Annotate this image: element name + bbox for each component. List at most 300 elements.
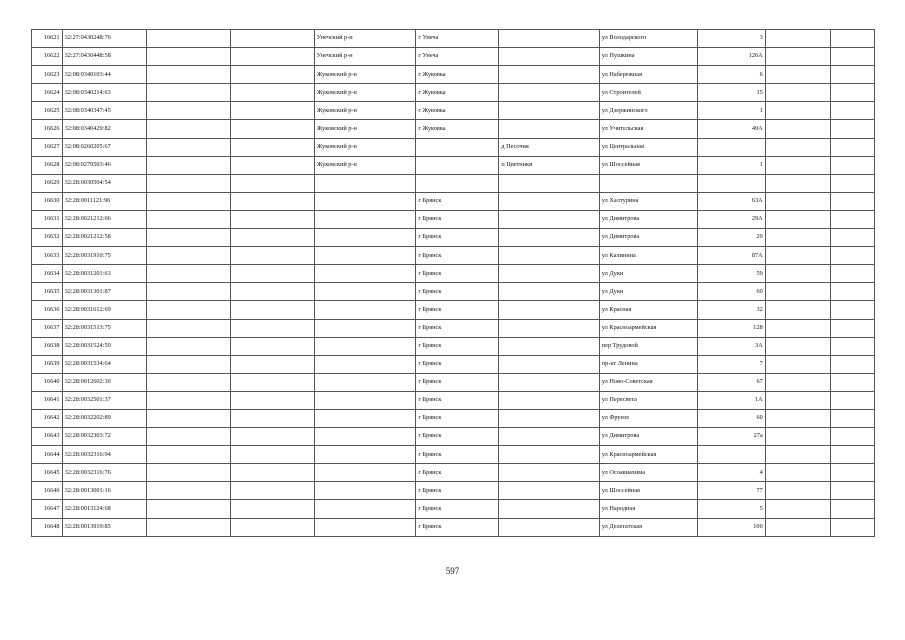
cell-house: 100 xyxy=(698,518,766,536)
cell-empty xyxy=(146,174,230,192)
cell-house: 1 xyxy=(698,156,766,174)
cell-street: ул Пересвета xyxy=(599,391,697,409)
cell-empty xyxy=(765,464,831,482)
cell-cadastral-number: 32:27:0430248:76 xyxy=(62,30,146,48)
cell-street: ул Калинина xyxy=(599,247,697,265)
cell-empty xyxy=(230,120,314,138)
cell-empty xyxy=(765,265,831,283)
cell-cadastral-number: 32:28:0021212:66 xyxy=(62,210,146,228)
cell-house: 60 xyxy=(698,409,766,427)
cell-empty xyxy=(765,446,831,464)
cell-district: Жуковский р-н xyxy=(314,156,416,174)
cell-empty xyxy=(765,319,831,337)
cell-empty xyxy=(230,48,314,66)
cell-empty xyxy=(230,192,314,210)
table-row xyxy=(32,102,875,120)
table-row xyxy=(32,192,875,210)
cell-empty xyxy=(831,102,875,120)
table-row xyxy=(32,355,875,373)
cell-empty xyxy=(146,500,230,518)
cell-settlement xyxy=(499,337,599,355)
table-row xyxy=(32,373,875,391)
cell-cadastral-number: 32:08:0340429:82 xyxy=(62,120,146,138)
cell-street: ул Димитрова xyxy=(599,210,697,228)
cell-empty xyxy=(230,391,314,409)
cell-district xyxy=(314,337,416,355)
cell-empty xyxy=(831,265,875,283)
cell-empty xyxy=(146,482,230,500)
cell-district xyxy=(314,192,416,210)
cell-number: 16645 xyxy=(32,464,63,482)
cell-empty xyxy=(765,518,831,536)
cell-number: 16639 xyxy=(32,355,63,373)
cell-number: 16621 xyxy=(32,30,63,48)
cell-empty xyxy=(146,84,230,102)
cell-street: ул Набережная xyxy=(599,66,697,84)
cell-empty xyxy=(230,229,314,247)
table-row xyxy=(32,446,875,464)
cell-city: г Жуковка xyxy=(416,102,499,120)
cell-district: Жуковский р-н xyxy=(314,102,416,120)
cell-city: г Унеча xyxy=(416,30,499,48)
cell-city: г Брянск xyxy=(416,192,499,210)
cell-district xyxy=(314,247,416,265)
cell-empty xyxy=(765,247,831,265)
cell-empty xyxy=(146,102,230,120)
cell-empty xyxy=(765,355,831,373)
cell-street: ул Ново-Советская xyxy=(599,373,697,391)
cell-empty xyxy=(146,337,230,355)
cell-empty xyxy=(230,156,314,174)
cell-cadastral-number: 32:08:0340214:63 xyxy=(62,84,146,102)
table-row xyxy=(32,301,875,319)
table-row xyxy=(32,428,875,446)
cell-empty xyxy=(831,482,875,500)
cell-street: ул Осоавиахима xyxy=(599,464,697,482)
table-row xyxy=(32,174,875,192)
cell-cadastral-number: 32:08:0340347:45 xyxy=(62,102,146,120)
cell-settlement xyxy=(499,373,599,391)
cell-empty xyxy=(146,319,230,337)
cell-city: г Брянск xyxy=(416,319,499,337)
cell-empty xyxy=(230,138,314,156)
cell-city: г Брянск xyxy=(416,229,499,247)
cell-cadastral-number: 32:27:0430448:58 xyxy=(62,48,146,66)
cell-number: 16634 xyxy=(32,265,63,283)
cell-house: 4 xyxy=(698,464,766,482)
registry-table xyxy=(31,29,875,537)
cell-district xyxy=(314,446,416,464)
cell-empty xyxy=(230,500,314,518)
cell-house: 87А xyxy=(698,247,766,265)
cell-empty xyxy=(765,102,831,120)
cell-house xyxy=(698,174,766,192)
cell-empty xyxy=(230,446,314,464)
cell-empty xyxy=(831,301,875,319)
cell-cadastral-number: 32:28:0032303:72 xyxy=(62,428,146,446)
cell-street: ул Димитрова xyxy=(599,428,697,446)
cell-empty xyxy=(146,428,230,446)
cell-empty xyxy=(831,210,875,228)
cell-house: 67 xyxy=(698,373,766,391)
cell-empty xyxy=(146,30,230,48)
cell-empty xyxy=(230,66,314,84)
cell-number: 16631 xyxy=(32,210,63,228)
cell-empty xyxy=(230,482,314,500)
cell-house: 1 xyxy=(698,102,766,120)
cell-street: пр-кт Ленина xyxy=(599,355,697,373)
cell-empty xyxy=(765,428,831,446)
cell-empty xyxy=(230,174,314,192)
cell-cadastral-number: 32:28:0011121:96 xyxy=(62,192,146,210)
cell-empty xyxy=(831,192,875,210)
cell-settlement xyxy=(499,102,599,120)
cell-empty xyxy=(831,84,875,102)
cell-empty xyxy=(831,120,875,138)
cell-city: г Брянск xyxy=(416,337,499,355)
table-row xyxy=(32,464,875,482)
page-number: 597 xyxy=(445,566,460,576)
cell-district xyxy=(314,518,416,536)
cell-street: ул Дуки xyxy=(599,265,697,283)
cell-empty xyxy=(146,373,230,391)
cell-empty xyxy=(831,66,875,84)
cell-city: г Брянск xyxy=(416,373,499,391)
cell-settlement: д Песочня xyxy=(499,138,599,156)
cell-number: 16641 xyxy=(32,391,63,409)
cell-empty xyxy=(831,229,875,247)
cell-empty xyxy=(831,319,875,337)
cell-number: 16627 xyxy=(32,138,63,156)
cell-city: г Брянск xyxy=(416,409,499,427)
cell-settlement xyxy=(499,464,599,482)
cell-street: ул Дзержинского xyxy=(599,102,697,120)
cell-house xyxy=(698,446,766,464)
cell-empty xyxy=(230,464,314,482)
cell-cadastral-number: 32:08:0260205:67 xyxy=(62,138,146,156)
cell-settlement xyxy=(499,210,599,228)
cell-empty xyxy=(831,156,875,174)
cell-empty xyxy=(831,48,875,66)
cell-empty xyxy=(765,482,831,500)
cell-house: 27а xyxy=(698,428,766,446)
cell-city: г Брянск xyxy=(416,464,499,482)
cell-cadastral-number: 32:28:0012602:30 xyxy=(62,373,146,391)
cell-number: 16646 xyxy=(32,482,63,500)
cell-city: г Брянск xyxy=(416,500,499,518)
cell-street: ул Красноармейская xyxy=(599,446,697,464)
cell-house: 126А xyxy=(698,48,766,66)
cell-settlement xyxy=(499,428,599,446)
cell-empty xyxy=(230,428,314,446)
cell-city xyxy=(416,138,499,156)
cell-empty xyxy=(146,138,230,156)
cell-empty xyxy=(230,518,314,536)
table-row xyxy=(32,138,875,156)
cell-empty xyxy=(765,84,831,102)
cell-city: г Брянск xyxy=(416,391,499,409)
cell-settlement xyxy=(499,247,599,265)
cell-district: Жуковский р-н xyxy=(314,84,416,102)
table-row xyxy=(32,30,875,48)
cell-cadastral-number: 32:08:0270503:46 xyxy=(62,156,146,174)
cell-cadastral-number: 32:28:0031524:50 xyxy=(62,337,146,355)
cell-house: 1А xyxy=(698,391,766,409)
cell-street: пер Трудовой xyxy=(599,337,697,355)
cell-empty xyxy=(765,283,831,301)
cell-house: 3А xyxy=(698,337,766,355)
cell-number: 16632 xyxy=(32,229,63,247)
cell-empty xyxy=(230,337,314,355)
cell-city: г Брянск xyxy=(416,428,499,446)
cell-settlement xyxy=(499,518,599,536)
cell-street: ул Фрунзе xyxy=(599,409,697,427)
cell-house: 59 xyxy=(698,265,766,283)
cell-number: 16633 xyxy=(32,247,63,265)
cell-house: 15 xyxy=(698,84,766,102)
cell-city: г Брянск xyxy=(416,247,499,265)
cell-empty xyxy=(146,464,230,482)
cell-empty xyxy=(831,518,875,536)
cell-empty xyxy=(146,66,230,84)
cell-empty xyxy=(765,30,831,48)
cell-city: г Брянск xyxy=(416,518,499,536)
cell-number: 16647 xyxy=(32,500,63,518)
cell-number: 16637 xyxy=(32,319,63,337)
cell-city: г Брянск xyxy=(416,210,499,228)
cell-settlement xyxy=(499,355,599,373)
cell-cadastral-number: 32:28:0031201:63 xyxy=(62,265,146,283)
cell-cadastral-number: 32:28:0031534:64 xyxy=(62,355,146,373)
cell-settlement xyxy=(499,48,599,66)
cell-district xyxy=(314,428,416,446)
cell-settlement xyxy=(499,66,599,84)
cell-number: 16636 xyxy=(32,301,63,319)
cell-settlement xyxy=(499,120,599,138)
cell-district xyxy=(314,464,416,482)
cell-empty xyxy=(765,210,831,228)
cell-settlement xyxy=(499,229,599,247)
cell-district xyxy=(314,265,416,283)
cell-empty xyxy=(146,283,230,301)
cell-district xyxy=(314,210,416,228)
cell-district: Жуковский р-н xyxy=(314,120,416,138)
cell-empty xyxy=(146,409,230,427)
cell-empty xyxy=(831,337,875,355)
cell-number: 16626 xyxy=(32,120,63,138)
cell-empty xyxy=(146,229,230,247)
cell-settlement xyxy=(499,174,599,192)
cell-city: г Жуковка xyxy=(416,84,499,102)
table-row xyxy=(32,265,875,283)
cell-empty xyxy=(230,84,314,102)
cell-number: 16640 xyxy=(32,373,63,391)
cell-district xyxy=(314,174,416,192)
cell-street: ул Делегатская xyxy=(599,518,697,536)
cell-cadastral-number: 32:28:0032316:94 xyxy=(62,446,146,464)
cell-cadastral-number: 32:28:0030504:54 xyxy=(62,174,146,192)
cell-cadastral-number: 32:28:0032501:37 xyxy=(62,391,146,409)
cell-number: 16629 xyxy=(32,174,63,192)
cell-city: г Брянск xyxy=(416,446,499,464)
cell-city: г Брянск xyxy=(416,355,499,373)
cell-empty xyxy=(765,500,831,518)
cell-empty xyxy=(230,319,314,337)
cell-district xyxy=(314,500,416,518)
cell-empty xyxy=(230,301,314,319)
cell-cadastral-number: 32:28:0013001:16 xyxy=(62,482,146,500)
cell-empty xyxy=(831,283,875,301)
cell-house: 63А xyxy=(698,192,766,210)
table-row xyxy=(32,518,875,536)
cell-settlement xyxy=(499,319,599,337)
cell-street: ул Народная xyxy=(599,500,697,518)
cell-empty xyxy=(831,30,875,48)
cell-city: г Унеча xyxy=(416,48,499,66)
cell-settlement xyxy=(499,446,599,464)
cell-empty xyxy=(831,446,875,464)
cell-cadastral-number: 32:28:0031301:87 xyxy=(62,283,146,301)
cell-settlement xyxy=(499,409,599,427)
cell-district xyxy=(314,319,416,337)
cell-street: ул Красная xyxy=(599,301,697,319)
cell-settlement xyxy=(499,301,599,319)
cell-district xyxy=(314,409,416,427)
cell-empty xyxy=(146,391,230,409)
cell-cadastral-number: 32:28:0013124:68 xyxy=(62,500,146,518)
cell-house: 5 xyxy=(698,500,766,518)
cell-cadastral-number: 32:28:0013919:85 xyxy=(62,518,146,536)
cell-empty xyxy=(831,500,875,518)
cell-empty xyxy=(146,120,230,138)
cell-empty xyxy=(230,102,314,120)
cell-district: Жуковский р-н xyxy=(314,66,416,84)
cell-street: ул Пушкина xyxy=(599,48,697,66)
cell-number: 16628 xyxy=(32,156,63,174)
cell-street: ул Шоссейная xyxy=(599,156,697,174)
cell-number: 16644 xyxy=(32,446,63,464)
cell-empty xyxy=(765,373,831,391)
cell-cadastral-number: 32:28:0021212:58 xyxy=(62,229,146,247)
cell-city: г Брянск xyxy=(416,482,499,500)
table-row xyxy=(32,156,875,174)
cell-settlement xyxy=(499,283,599,301)
cell-district: Жуковский р-н xyxy=(314,138,416,156)
cell-street: ул Центральная xyxy=(599,138,697,156)
cell-empty xyxy=(765,301,831,319)
cell-street: ул Учительская xyxy=(599,120,697,138)
cell-settlement xyxy=(499,391,599,409)
cell-empty xyxy=(831,391,875,409)
cell-settlement xyxy=(499,84,599,102)
table-row xyxy=(32,337,875,355)
cell-empty xyxy=(765,229,831,247)
cell-city: г Жуковка xyxy=(416,120,499,138)
cell-empty xyxy=(765,391,831,409)
cell-settlement xyxy=(499,265,599,283)
cell-house: 60 xyxy=(698,283,766,301)
cell-number: 16630 xyxy=(32,192,63,210)
cell-city: г Жуковка xyxy=(416,66,499,84)
cell-district xyxy=(314,355,416,373)
cell-empty xyxy=(230,283,314,301)
cell-number: 16642 xyxy=(32,409,63,427)
cell-empty xyxy=(831,464,875,482)
cell-district xyxy=(314,301,416,319)
cell-street: ул Шоссейная xyxy=(599,482,697,500)
cell-street xyxy=(599,174,697,192)
cell-empty xyxy=(230,373,314,391)
cell-house: 29 xyxy=(698,229,766,247)
cell-number: 16648 xyxy=(32,518,63,536)
cell-house: 49А xyxy=(698,120,766,138)
cell-number: 16623 xyxy=(32,66,63,84)
cell-empty xyxy=(146,48,230,66)
cell-number: 16625 xyxy=(32,102,63,120)
cell-cadastral-number: 32:28:0031513:75 xyxy=(62,319,146,337)
cell-empty xyxy=(146,210,230,228)
cell-empty xyxy=(765,156,831,174)
cell-empty xyxy=(146,301,230,319)
cell-empty xyxy=(230,247,314,265)
cell-empty xyxy=(146,192,230,210)
cell-city xyxy=(416,174,499,192)
cell-street: ул Красноармейская xyxy=(599,319,697,337)
cell-empty xyxy=(765,409,831,427)
cell-number: 16622 xyxy=(32,48,63,66)
cell-district xyxy=(314,373,416,391)
cell-district xyxy=(314,229,416,247)
cell-empty xyxy=(230,30,314,48)
cell-empty xyxy=(146,247,230,265)
cell-street: ул Строителей xyxy=(599,84,697,102)
cell-empty xyxy=(765,48,831,66)
cell-house: 3 xyxy=(698,30,766,48)
cell-empty xyxy=(765,120,831,138)
cell-house: 77 xyxy=(698,482,766,500)
table-row xyxy=(32,66,875,84)
cell-empty xyxy=(230,210,314,228)
cell-cadastral-number: 32:28:0032316:76 xyxy=(62,464,146,482)
cell-street: ул Дуки xyxy=(599,283,697,301)
table-row xyxy=(32,48,875,66)
table-body xyxy=(32,30,875,537)
cell-number: 16624 xyxy=(32,84,63,102)
cell-district: Унечский р-н xyxy=(314,48,416,66)
cell-empty xyxy=(146,265,230,283)
cell-district xyxy=(314,482,416,500)
cell-city: г Брянск xyxy=(416,283,499,301)
cell-district: Унечский р-н xyxy=(314,30,416,48)
cell-city xyxy=(416,156,499,174)
cell-empty xyxy=(831,428,875,446)
cell-settlement xyxy=(499,30,599,48)
cell-empty xyxy=(831,355,875,373)
cell-empty xyxy=(146,446,230,464)
cell-settlement xyxy=(499,482,599,500)
cell-empty xyxy=(765,192,831,210)
cell-district xyxy=(314,391,416,409)
table-row xyxy=(32,409,875,427)
cell-empty xyxy=(230,265,314,283)
cell-empty xyxy=(765,66,831,84)
cell-empty xyxy=(146,355,230,373)
table-row xyxy=(32,500,875,518)
table-row xyxy=(32,391,875,409)
cell-street: ул Володарского xyxy=(599,30,697,48)
cell-house: 6 xyxy=(698,66,766,84)
cell-number: 16635 xyxy=(32,283,63,301)
